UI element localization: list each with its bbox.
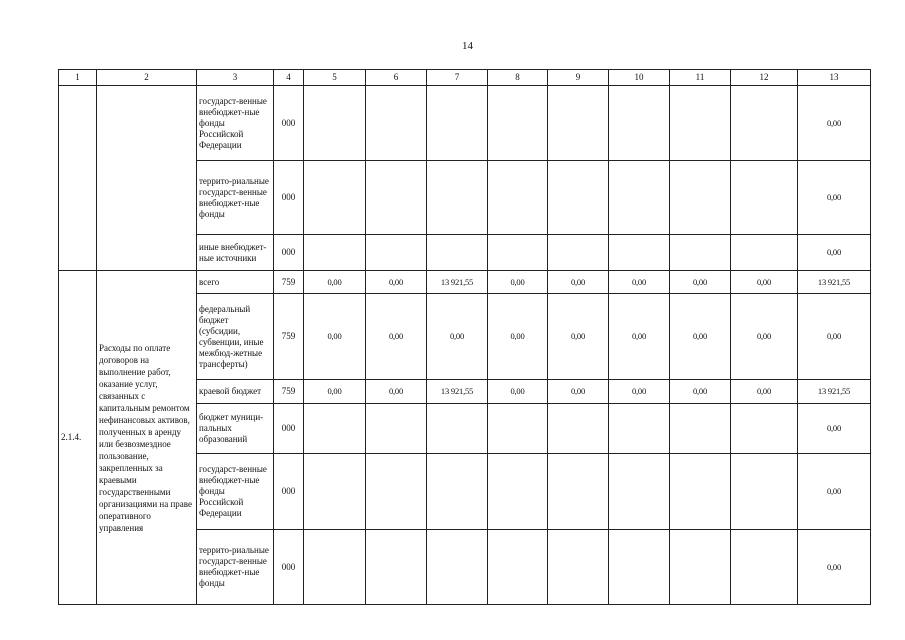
code-cell: 759 [274, 294, 304, 380]
value-cell [488, 454, 548, 530]
value-cell: 0,00 [548, 294, 609, 380]
value-cell: 0,00 [609, 294, 670, 380]
empty-rownum-cell [59, 86, 97, 271]
value-cell: 0,00 [731, 380, 798, 404]
value-cell: 0,00 [488, 271, 548, 294]
value-cell [488, 404, 548, 454]
funding-source: бюджет муници-пальных образований [197, 404, 274, 454]
column-header: 10 [609, 70, 670, 86]
column-header: 13 [798, 70, 871, 86]
page-number: 14 [462, 40, 473, 52]
value-cell [670, 454, 731, 530]
code-cell: 759 [274, 271, 304, 294]
value-cell [609, 404, 670, 454]
value-cell: 13 921,55 [427, 271, 488, 294]
value-cell: 0,00 [366, 271, 427, 294]
value-cell: 0,00 [609, 380, 670, 404]
value-cell: 0,00 [670, 294, 731, 380]
total-cell: 0,00 [798, 404, 871, 454]
value-cell [731, 235, 798, 271]
value-cell [609, 454, 670, 530]
value-cell [427, 161, 488, 235]
column-header: 4 [274, 70, 304, 86]
column-header: 3 [197, 70, 274, 86]
value-cell: 0,00 [670, 271, 731, 294]
funding-source: террито-риальные государст-венные внебюджет-ные фонды [197, 161, 274, 235]
column-header: 12 [731, 70, 798, 86]
total-cell: 13 921,55 [798, 271, 871, 294]
funding-source: государст-венные внебюджет-ные фонды Российской Федерации [197, 454, 274, 530]
value-cell: 0,00 [548, 380, 609, 404]
value-cell: 0,00 [304, 271, 366, 294]
value-cell [304, 161, 366, 235]
value-cell: 0,00 [366, 294, 427, 380]
budget-table [58, 69, 871, 605]
value-cell [548, 404, 609, 454]
funding-source: краевой бюджет [197, 380, 274, 404]
total-cell: 0,00 [798, 454, 871, 530]
total-cell: 0,00 [798, 235, 871, 271]
total-cell: 0,00 [798, 161, 871, 235]
value-cell [609, 235, 670, 271]
value-cell: 0,00 [366, 380, 427, 404]
value-cell [731, 530, 798, 605]
value-cell [731, 404, 798, 454]
value-cell [548, 235, 609, 271]
code-cell: 000 [274, 161, 304, 235]
value-cell [731, 86, 798, 161]
funding-source: федеральный бюджет (субсидии, субвенции, иные межбюд-жетные трансферты) [197, 294, 274, 380]
column-header: 9 [548, 70, 609, 86]
value-cell [304, 235, 366, 271]
column-header: 2 [97, 70, 197, 86]
value-cell [304, 404, 366, 454]
value-cell [304, 530, 366, 605]
item-description: Расходы по оплате договоров на выполнение работ, оказание услуг, связанных с капитальным ремонтом нефинансовых активов, полученных в аренду или безвозмездное пользование, закрепленных за краевыми государственными организациями на праве оперативного управления [97, 271, 197, 605]
value-cell [427, 235, 488, 271]
value-cell [670, 404, 731, 454]
column-header: 1 [59, 70, 97, 86]
value-cell [427, 454, 488, 530]
funding-source: всего [197, 271, 274, 294]
value-cell [366, 454, 427, 530]
value-cell [304, 454, 366, 530]
funding-source: иные внебюджет-ные источники [197, 235, 274, 271]
value-cell [366, 235, 427, 271]
code-cell: 000 [274, 454, 304, 530]
column-header: 11 [670, 70, 731, 86]
code-cell: 000 [274, 235, 304, 271]
empty-description-cell [97, 86, 197, 271]
column-header: 8 [488, 70, 548, 86]
value-cell [366, 86, 427, 161]
value-cell [548, 530, 609, 605]
table-row [59, 86, 871, 161]
value-cell: 0,00 [304, 380, 366, 404]
value-cell: 0,00 [670, 380, 731, 404]
value-cell: 0,00 [488, 380, 548, 404]
value-cell [609, 161, 670, 235]
value-cell [427, 86, 488, 161]
value-cell [670, 235, 731, 271]
value-cell [488, 161, 548, 235]
total-cell: 0,00 [798, 294, 871, 380]
value-cell [488, 235, 548, 271]
value-cell: 0,00 [427, 294, 488, 380]
total-cell: 13 921,55 [798, 380, 871, 404]
value-cell [731, 161, 798, 235]
funding-source: государст-венные внебюджет-ные фонды Российской Федерации [197, 86, 274, 161]
value-cell [427, 530, 488, 605]
column-number-row [59, 70, 871, 86]
table-row [59, 271, 871, 294]
value-cell: 13 921,55 [427, 380, 488, 404]
value-cell [366, 530, 427, 605]
value-cell [670, 530, 731, 605]
value-cell [304, 86, 366, 161]
value-cell [366, 404, 427, 454]
value-cell [488, 86, 548, 161]
value-cell [548, 454, 609, 530]
value-cell: 0,00 [304, 294, 366, 380]
value-cell [609, 530, 670, 605]
value-cell: 0,00 [488, 294, 548, 380]
column-header: 5 [304, 70, 366, 86]
value-cell [609, 86, 670, 161]
value-cell [427, 404, 488, 454]
value-cell: 0,00 [609, 271, 670, 294]
value-cell [731, 454, 798, 530]
value-cell: 0,00 [731, 271, 798, 294]
code-cell: 000 [274, 530, 304, 605]
value-cell [488, 530, 548, 605]
item-number: 2.1.4. [59, 271, 97, 605]
column-header: 6 [366, 70, 427, 86]
value-cell [670, 86, 731, 161]
value-cell [670, 161, 731, 235]
value-cell: 0,00 [731, 294, 798, 380]
value-cell: 0,00 [548, 271, 609, 294]
funding-source: террито-риальные государст-венные внебюджет-ные фонды [197, 530, 274, 605]
value-cell [366, 161, 427, 235]
total-cell: 0,00 [798, 530, 871, 605]
total-cell: 0,00 [798, 86, 871, 161]
value-cell [548, 161, 609, 235]
code-cell: 759 [274, 380, 304, 404]
code-cell: 000 [274, 404, 304, 454]
column-header: 7 [427, 70, 488, 86]
value-cell [548, 86, 609, 161]
code-cell: 000 [274, 86, 304, 161]
